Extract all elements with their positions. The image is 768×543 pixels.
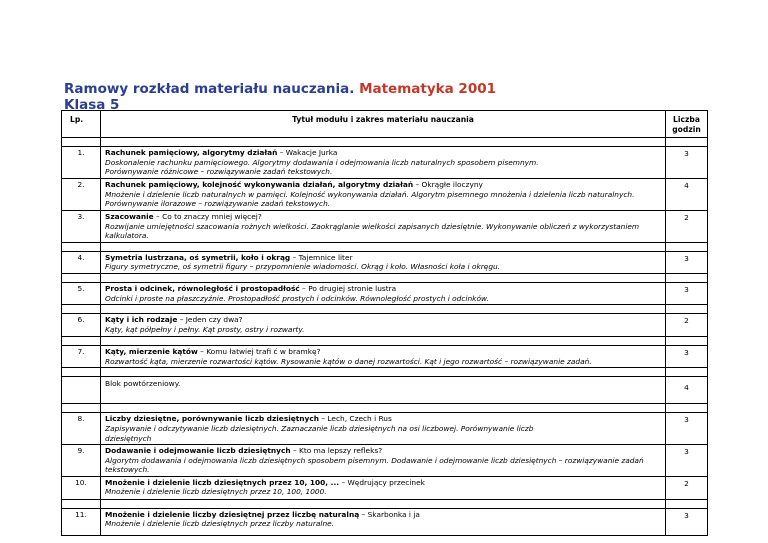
header-title: Tytuł modułu i zakres materiału nauczania: [101, 111, 666, 138]
module-title: Szacowanie: [105, 211, 154, 221]
module-title: Prosta i odcinek, równoległość i prostopadłość: [105, 283, 300, 293]
table-row: [62, 178, 708, 210]
row-hours: 2: [666, 314, 708, 337]
row-content: [101, 178, 666, 210]
spacer-row: [62, 404, 708, 413]
row-content: [101, 314, 666, 337]
module-subtitle: – Kto ma lepszy refleks?: [290, 446, 383, 456]
module-title: Liczby dziesiętne, porównywanie liczb dziesiętnych: [105, 414, 320, 424]
row-lp: 8.: [62, 413, 101, 445]
row-content: [101, 413, 666, 445]
spacer-row: [62, 138, 708, 147]
module-description: Figury symetryczne, oś symetrii figury – przypomnienie wiadomości. Okrąg i koło. Własności koła i okręgu.: [105, 262, 501, 272]
module-subtitle: – Po drugiej stronie lustra: [299, 283, 397, 293]
header-hours: [666, 111, 708, 138]
module-description: Mnożenie i dzielenie liczb naturalnych w pamięci. Kolejność wykonywania działań. Algorytm pisemnego mnożenia i dzielenia liczb naturalnych.: [105, 189, 635, 199]
row-hours: 3: [666, 282, 708, 304]
module-description-2: Porównywanie różnicowe – rozwiązywanie zadań tekstowych.: [105, 167, 333, 177]
spacer-row: [62, 337, 708, 346]
row-content: [101, 251, 666, 273]
spacer-row: [62, 368, 708, 377]
module-description-2: dziesiętnych: [105, 433, 152, 443]
module-description: Doskonalenie rachunku pamięciowego. Algorytmy dodawania i odejmowania liczb naturalnych sposobem pisemnym.: [105, 157, 539, 167]
module-subtitle: – Jeden czy dwa?: [177, 315, 243, 325]
table-row: [62, 314, 708, 337]
document-heading: [64, 81, 496, 113]
spacer-row: [62, 305, 708, 314]
curriculum-table: [61, 110, 708, 536]
row-lp: 9.: [62, 445, 101, 477]
row-hours: 3: [666, 147, 708, 179]
title-part-1: Ramowy rozkład materiału nauczania.: [64, 81, 355, 97]
header-hours-line2: godzin: [672, 124, 701, 134]
module-description: Odcinki i proste na płaszczyźnie. Prostopadłość prostych i odcinków. Równoległość prostych i odcinków.: [105, 293, 489, 303]
module-subtitle: – Skarbonka i ja: [359, 509, 420, 519]
row-hours: 3: [666, 346, 708, 368]
module-subtitle: – Wędrujący przecinek: [339, 477, 425, 487]
module-title: Mnożenie i dzielenie liczby dziesiętnej przez liczbę naturalną: [105, 509, 360, 519]
row-hours: 3: [666, 445, 708, 477]
table-row: [62, 377, 708, 404]
module-title: Rachunek pamięciowy, kolejność wykonywania działań, algorytmy działań: [105, 179, 414, 189]
module-description: Zapisywanie i odczytywanie liczb dziesiętnych. Zaznaczanie liczb dziesiętnych na osi liczbowej. Porównywanie liczb: [105, 423, 534, 433]
table-row: [62, 508, 708, 535]
module-title: Kąty, mierzenie kątów: [105, 347, 198, 357]
module-description: Kąty, kąt półpełny i pełny. Kąt prosty, ostry i rozwarty.: [105, 324, 305, 334]
module-subtitle: – Co to znaczy mniej więcej?: [153, 211, 262, 221]
module-title: Mnożenie i dzielenie liczb dziesiętnych przez 10, 100, ...: [105, 477, 340, 487]
module-description: Rozwartość kąta, mierzenie rozwartości kątów. Rysowanie kątów o danej rozwartości. Kąt i jego rozwartość – rozwiązywanie zadań.: [105, 356, 592, 366]
spacer-row: [62, 273, 708, 282]
table-row: [62, 147, 708, 179]
row-lp: [62, 377, 101, 404]
row-content: [101, 210, 666, 242]
row-lp: 7.: [62, 346, 101, 368]
row-content: [101, 346, 666, 368]
header-hours-line1: Liczba: [673, 115, 700, 124]
module-title: Dodawanie i odejmowanie liczb dziesiętnych: [105, 446, 291, 456]
row-content: [101, 282, 666, 304]
module-title: Rachunek pamięciowy, algorytmy działań: [105, 148, 278, 158]
module-description: Algorytm dodawania i odejmowania liczb dziesiętnych sposobem pisemnym. Dodawanie i odejmowanie liczb dziesiętnych – rozwiązywanie zadań: [105, 455, 644, 465]
row-lp: 5.: [62, 282, 101, 304]
table-row: [62, 445, 708, 477]
row-hours: 3: [666, 508, 708, 535]
module-subtitle: – Wakacje Jurka: [277, 148, 338, 158]
row-hours: 4: [666, 377, 708, 404]
row-lp: 10.: [62, 476, 101, 499]
module-title: Symetria lustrzana, oś symetrii, koło i okrąg: [105, 252, 291, 262]
review-block: Blok powtórzeniowy.: [101, 377, 666, 404]
title-part-2: Matematyka 2001: [359, 81, 497, 97]
table-row: [62, 251, 708, 273]
spacer-row: [62, 499, 708, 508]
module-subtitle: – Lech, Czech i Rus: [319, 414, 392, 424]
table-row: [62, 476, 708, 499]
module-description: Rozwijanie umiejętności szacowania rożnych wielkości. Zaokrąglanie wielkości zapisanych dziesiętnie. Wykonywanie obliczeń z wykorzystaniem kalkulatora.: [105, 221, 640, 241]
module-description: Mnożenie i dzielenie liczb dziesiętnych przez 10, 100, 1000.: [105, 487, 327, 497]
row-content: [101, 147, 666, 179]
row-hours: 2: [666, 210, 708, 242]
row-lp: 11.: [62, 508, 101, 535]
table-row: [62, 210, 708, 242]
row-content: [101, 508, 666, 535]
row-content: [101, 476, 666, 499]
row-lp: 2.: [62, 178, 101, 210]
row-hours: 3: [666, 251, 708, 273]
module-subtitle: – Okrągłe iloczyny: [413, 179, 483, 189]
document-subtitle: Klasa 5: [64, 97, 120, 113]
module-title: Kąty i ich rodzaje: [105, 315, 178, 325]
table-row: [62, 282, 708, 304]
module-description-2: Porównywanie ilorazowe – rozwiązywanie zadań tekstowych.: [105, 199, 331, 209]
row-lp: 6.: [62, 314, 101, 337]
row-lp: 4.: [62, 251, 101, 273]
table-row: [62, 346, 708, 368]
table-row: [62, 413, 708, 445]
module-subtitle: – Tajemnice liter: [290, 252, 353, 262]
spacer-row: [62, 242, 708, 251]
header-lp: Lp.: [62, 111, 101, 138]
row-hours: 2: [666, 476, 708, 499]
module-description: Mnożenie i dzielenie liczb dziesiętnych przez liczby naturalne.: [105, 519, 335, 529]
row-hours: 4: [666, 178, 708, 210]
row-lp: 3.: [62, 210, 101, 242]
module-description-2: tekstowych.: [105, 465, 150, 475]
row-lp: 1.: [62, 147, 101, 179]
row-content: [101, 445, 666, 477]
row-hours: 3: [666, 413, 708, 445]
module-subtitle: – Komu łatwiej trafi ć w bramkę?: [197, 347, 321, 357]
document-title: [64, 81, 496, 97]
table-header-row: [62, 111, 708, 138]
